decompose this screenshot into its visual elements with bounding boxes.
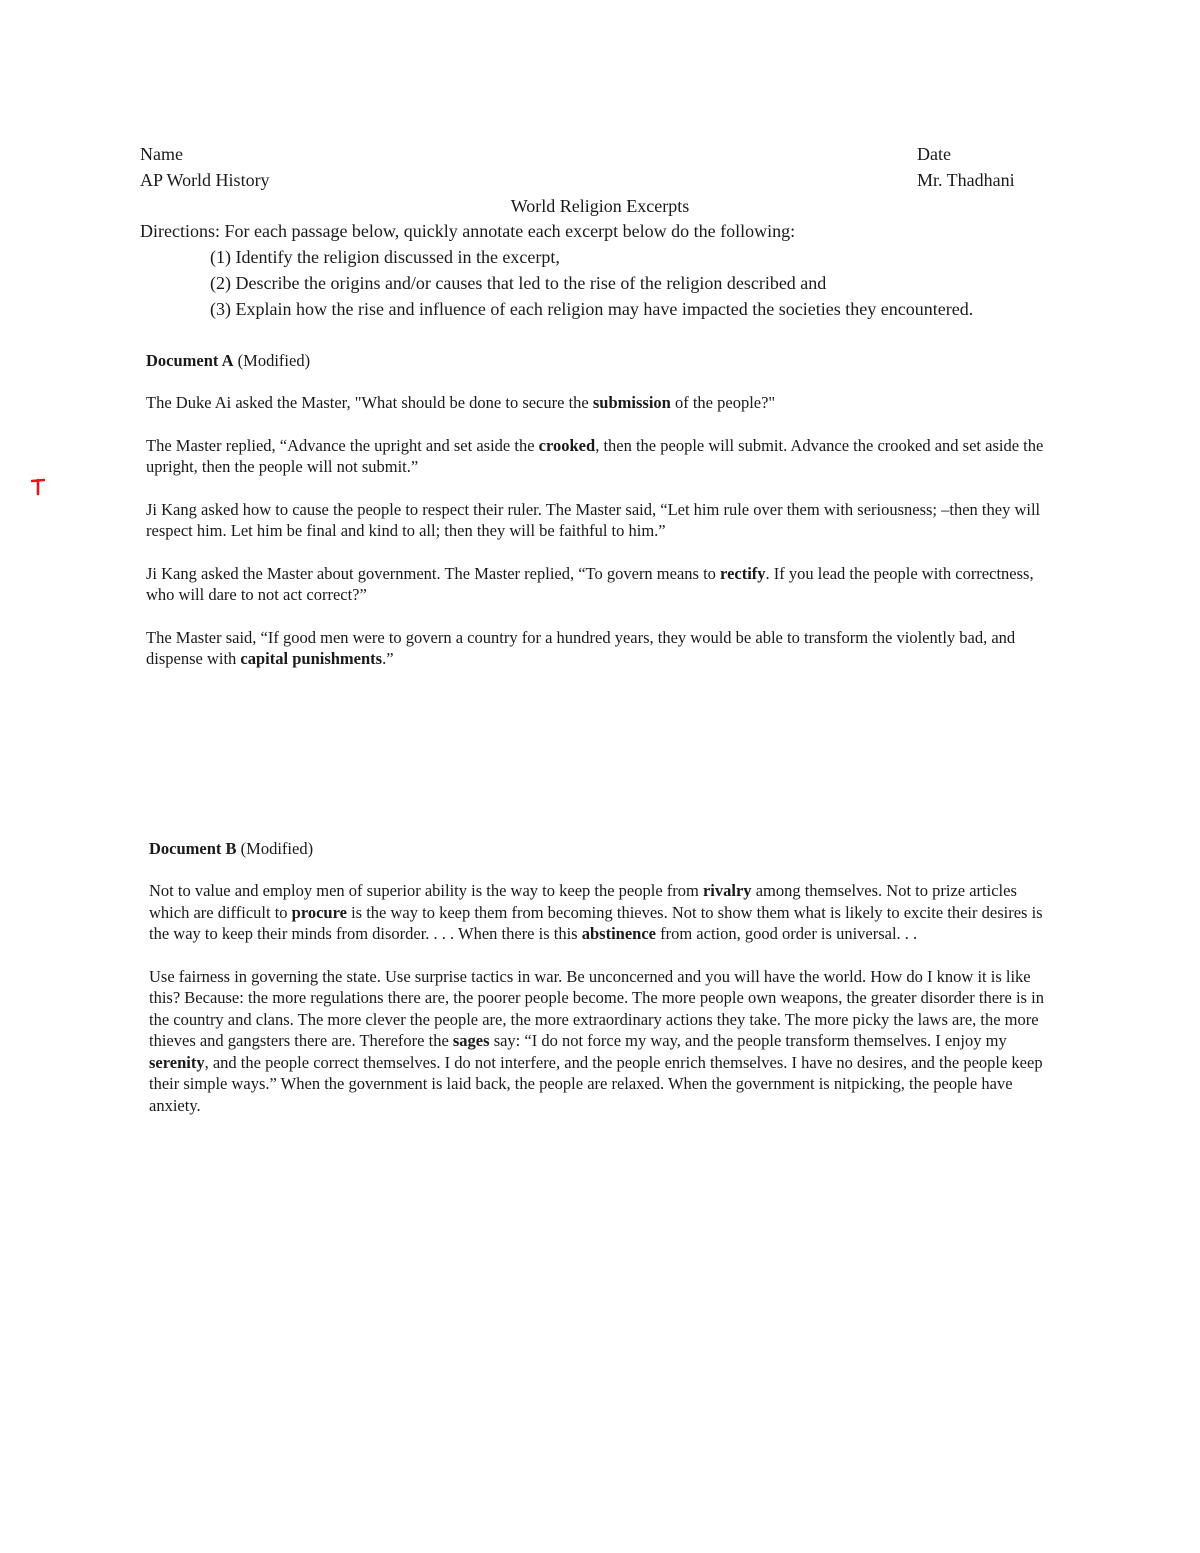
- header-left: [140, 141, 270, 193]
- teacher-label: Mr. Thadhani: [917, 170, 1015, 190]
- course-label: AP World History: [140, 170, 270, 190]
- directions-item: (2) Describe the origins and/or causes that led to the rise of the religion described and: [210, 273, 827, 293]
- directions-intro: Directions: For each passage below, quickly annotate each excerpt below do the following:: [140, 221, 796, 241]
- document-a-paragraph: The Master replied, “Advance the upright and set aside the crooked, then the people will submit. Advance the crooked and set aside the upright, then the people will not submit.”: [146, 435, 1044, 476]
- document-a-heading: Document A (Modified): [146, 351, 311, 370]
- document-b: [149, 838, 1059, 1137]
- document-a-paragraph: The Master said, “If good men were to govern a country for a hundred years, they would be able to transform the violently bad, and dispense with capital punishments.”: [146, 627, 1016, 668]
- name-label: Name: [140, 144, 183, 164]
- document-b-paragraph: Use fairness in governing the state. Use surprise tactics in war. Be unconcerned and you will have the world. How do I know it is like this? Because: the more regulations there are, the poorer people become. The more people own weapons, the greater disorder there is in the country and clans. The more clever the people are, the more extraordinary actions they take. The more picky the laws are, the more thieves and gangsters there are. Therefore the sages say: “I do not force my way, and the people transform themselves. I enjoy my serenity, and the people correct themselves. I do not interfere, and the people enrich themselves. I have no desires, and the people keep their simple ways.” When the government is laid back, the people are relaxed. When the government is nitpicking, the people have anxiety.: [149, 966, 1044, 1115]
- page-title: World Religion Excerpts: [510, 196, 690, 216]
- date-label: Date: [917, 144, 951, 164]
- directions-item: (3) Explain how the rise and influence of each religion may have impacted the societies they encountered.: [210, 299, 974, 319]
- directions-list: [140, 244, 1100, 322]
- document-b-paragraph: Not to value and employ men of superior ability is the way to keep the people from rivalry among themselves. Not to prize articles which are difficult to procure is the way to keep them from becoming thieves. Not to show them what is likely to excite their desires is the way to keep their minds from disorder. . . . When there is this abstinence from action, good order is universal. . .: [149, 881, 1043, 943]
- document-b-heading: Document B (Modified): [149, 839, 314, 858]
- header-right: [917, 141, 1015, 193]
- document-a-paragraph: The Duke Ai asked the Master, "What should be done to secure the submission of the people?": [146, 393, 776, 412]
- document-a: [146, 350, 1056, 691]
- document-a-paragraph: Ji Kang asked the Master about government. The Master replied, “To govern means to rectify. If you lead the people with correctness, who will dare to not act correct?”: [146, 563, 1034, 604]
- directions: [140, 218, 1100, 322]
- document-a-paragraph: Ji Kang asked how to cause the people to respect their ruler. The Master said, “Let him rule over them with seriousness; –then they will respect him. Let him be final and kind to all; then they will be faithful to him.”: [146, 499, 1041, 540]
- directions-item: (1) Identify the religion discussed in the excerpt,: [210, 247, 560, 267]
- red-t-mark-icon: [31, 478, 45, 496]
